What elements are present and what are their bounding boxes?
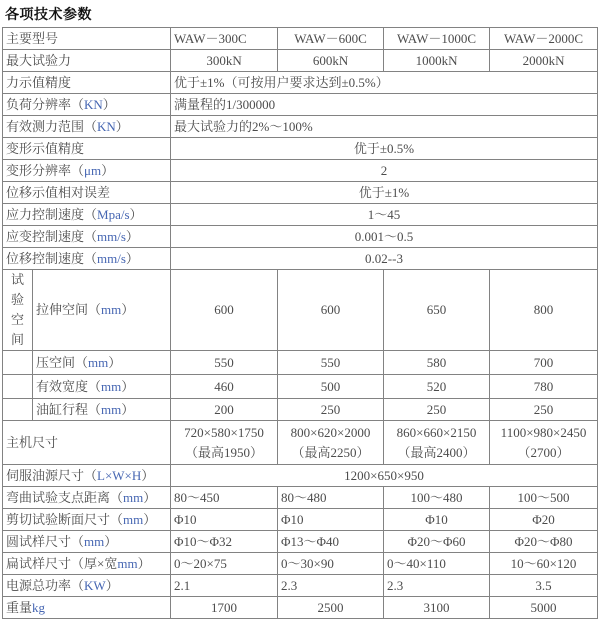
row-total-power-value-0: 2.1 (171, 575, 278, 597)
row-effective-force-range (3, 116, 598, 138)
label-suffix: ） (121, 401, 135, 417)
label-suffix: ） (143, 489, 157, 505)
row-shear-section-size (3, 509, 598, 531)
narrow-spacer-cell (3, 351, 33, 375)
row-strain-control-rate-value-0: 0.001～0.5 (171, 226, 598, 248)
row-tension-space-value-1: 600 (278, 270, 384, 351)
row-compression-space-value-1: 550 (278, 351, 384, 375)
row-main-model (3, 28, 598, 50)
label-prefix: 位移示值相对误差 (6, 184, 111, 200)
row-compression-space-label (33, 351, 171, 375)
row-shear-section-size-value-1: Φ10 (278, 509, 384, 531)
row-round-specimen-size-value-1: Φ13～Φ40 (278, 531, 384, 553)
row-piston-stroke-value-3: 250 (490, 399, 598, 421)
row-load-resolution-value-0: 满量程的1/300000 (171, 94, 598, 116)
label-suffix: ） (143, 511, 157, 527)
row-effective-width-value-0: 460 (171, 375, 278, 399)
row-stress-control-rate (3, 204, 598, 226)
row-deformation-accuracy-value-0: 优于±0.5% (171, 138, 598, 160)
value-line: 720×580×1750 (184, 424, 264, 440)
row-total-power-value-1: 2.3 (278, 575, 384, 597)
label-unit: KN (84, 96, 103, 112)
vertical-label-char: 空 (10, 312, 24, 327)
row-weight-value-1: 2500 (278, 597, 384, 619)
row-strain-control-rate (3, 226, 598, 248)
row-bending-span-label (3, 487, 171, 509)
label-prefix: 位移控制速度（ (6, 250, 98, 266)
label-prefix: 油缸行程（ (36, 401, 102, 417)
row-weight-value-3: 5000 (490, 597, 598, 619)
row-main-model-value-1: WAW－600C (278, 28, 384, 50)
label-suffix: ） (129, 206, 143, 222)
label-prefix: 主机尺寸 (6, 434, 59, 450)
row-round-specimen-size-value-0: Φ10～Φ32 (171, 531, 278, 553)
label-suffix: ） (137, 555, 151, 571)
row-bending-span-value-3: 100～500 (490, 487, 598, 509)
label-prefix: 压空间（ (36, 354, 89, 370)
row-main-machine-size-value-1 (278, 421, 384, 465)
label-prefix: 有效宽度（ (36, 378, 102, 394)
vertical-label-char: 试 (10, 272, 24, 287)
specs-table-body (3, 28, 598, 619)
label-suffix: ） (121, 378, 135, 394)
row-main-machine-size-label (3, 421, 171, 465)
row-force-accuracy-label (3, 72, 171, 94)
row-main-machine-size-value-3 (490, 421, 598, 465)
row-compression-space-value-0: 550 (171, 351, 278, 375)
row-compression-space-value-3: 700 (490, 351, 598, 375)
row-effective-width-value-3: 780 (490, 375, 598, 399)
label-suffix: ） (121, 302, 135, 317)
label-prefix: 伺服油源尺寸（ (6, 467, 98, 483)
row-max-test-force-value-2: 1000kN (384, 50, 490, 72)
label-suffix: ） (105, 577, 119, 593)
label-suffix: ） (141, 467, 155, 483)
label-suffix: ） (101, 162, 115, 178)
narrow-spacer-cell (3, 375, 33, 399)
vertical-label-char: 验 (10, 292, 24, 307)
value-line: （2700） (517, 444, 570, 460)
vertical-label-char: 间 (10, 332, 24, 347)
label-prefix: 负荷分辨率（ (6, 96, 85, 112)
label-unit: mm/s (97, 228, 126, 244)
label-unit: mm (123, 511, 144, 527)
label-prefix: 主要型号 (6, 30, 59, 46)
label-prefix: 弯曲试验支点距离（ (6, 489, 124, 505)
label-unit: KN (97, 118, 116, 134)
label-suffix: ） (125, 228, 139, 244)
label-suffix: ） (125, 250, 139, 266)
label-prefix: 变形分辨率（ (6, 162, 85, 178)
row-round-specimen-size-value-3: Φ20～Φ80 (490, 531, 598, 553)
row-tension-space-label (33, 270, 171, 351)
value-line: （最高2400） (397, 444, 476, 460)
label-prefix: 变形示值精度 (6, 140, 85, 156)
row-servo-oil-source-size (3, 465, 598, 487)
label-prefix: 扁试样尺寸（厚×宽 (6, 555, 118, 571)
label-unit: L×W×H (97, 467, 142, 483)
row-max-test-force-value-3: 2000kN (490, 50, 598, 72)
row-shear-section-size-value-2: Φ10 (384, 509, 490, 531)
row-servo-oil-source-size-value-0: 1200×650×950 (171, 465, 598, 487)
row-piston-stroke-value-0: 200 (171, 399, 278, 421)
value-line: （最高1950） (185, 444, 264, 460)
label-prefix: 应变控制速度（ (6, 228, 98, 244)
label-prefix: 圆试样尺寸（ (6, 533, 85, 549)
row-max-test-force-value-0: 300kN (171, 50, 278, 72)
row-tension-space-value-3: 800 (490, 270, 598, 351)
label-unit: mm (123, 489, 144, 505)
row-effective-force-range-value-0: 最大试验力的2%～100% (171, 116, 598, 138)
row-displacement-control-rate (3, 248, 598, 270)
row-main-machine-size-value-2 (384, 421, 490, 465)
label-unit: kg (32, 599, 46, 615)
row-deformation-resolution-label (3, 160, 171, 182)
narrow-spacer-cell (3, 399, 33, 421)
label-prefix: 应力控制速度（ (6, 206, 98, 222)
row-main-machine-size-value-0 (171, 421, 278, 465)
page-title: 各项技术参数 (5, 8, 92, 23)
row-shear-section-size-value-0: Φ10 (171, 509, 278, 531)
row-flat-specimen-size-value-1: 0～30×90 (278, 553, 384, 575)
label-prefix: 力示值精度 (6, 74, 72, 90)
row-weight (3, 597, 598, 619)
row-tension-space (3, 270, 598, 351)
row-flat-specimen-size-value-3: 10～60×120 (490, 553, 598, 575)
row-piston-stroke-label (33, 399, 171, 421)
row-total-power-value-3: 3.5 (490, 575, 598, 597)
label-suffix: ） (102, 96, 116, 112)
row-flat-specimen-size-label (3, 553, 171, 575)
label-unit: mm (84, 533, 105, 549)
row-displacement-error-label (3, 182, 171, 204)
row-round-specimen-size-label (3, 531, 171, 553)
label-prefix: 拉伸空间（ (36, 302, 102, 317)
row-force-accuracy-value-0: 优于±1%（可按用户要求达到±0.5%） (171, 72, 598, 94)
label-unit: mm (101, 401, 122, 417)
row-piston-stroke (3, 399, 598, 421)
label-suffix: ） (115, 118, 129, 134)
row-deformation-accuracy (3, 138, 598, 160)
value-line: （最高2250） (291, 444, 370, 460)
row-effective-width-value-1: 500 (278, 375, 384, 399)
row-piston-stroke-value-2: 250 (384, 399, 490, 421)
row-bending-span-value-0: 80～450 (171, 487, 278, 509)
row-main-model-label (3, 28, 171, 50)
label-suffix: ） (108, 354, 122, 370)
row-displacement-control-rate-value-0: 0.02--3 (171, 248, 598, 270)
test-space-vertical-label (3, 270, 33, 351)
row-displacement-error (3, 182, 598, 204)
label-unit: mm (88, 354, 109, 370)
row-displacement-control-rate-label (3, 248, 171, 270)
label-prefix: 电源总功率（ (6, 577, 85, 593)
row-bending-span (3, 487, 598, 509)
row-flat-specimen-size (3, 553, 598, 575)
row-servo-oil-source-size-label (3, 465, 171, 487)
row-round-specimen-size (3, 531, 598, 553)
row-load-resolution (3, 94, 598, 116)
row-weight-value-2: 3100 (384, 597, 490, 619)
label-suffix: ） (104, 533, 118, 549)
row-effective-width-value-2: 520 (384, 375, 490, 399)
label-unit: μm (84, 162, 102, 178)
row-stress-control-rate-label (3, 204, 171, 226)
row-deformation-resolution-value-0: 2 (171, 160, 598, 182)
row-weight-value-0: 1700 (171, 597, 278, 619)
row-deformation-accuracy-label (3, 138, 171, 160)
label-prefix: 有效测力范围（ (6, 118, 98, 134)
row-displacement-error-value-0: 优于±1% (171, 182, 598, 204)
row-main-machine-size (3, 421, 598, 465)
row-max-test-force-label (3, 50, 171, 72)
row-deformation-resolution (3, 160, 598, 182)
row-shear-section-size-label (3, 509, 171, 531)
label-unit: Mpa/s (97, 206, 130, 222)
row-shear-section-size-value-3: Φ20 (490, 509, 598, 531)
row-force-accuracy (3, 72, 598, 94)
row-tension-space-value-2: 650 (384, 270, 490, 351)
row-main-model-value-0: WAW－300C (171, 28, 278, 50)
row-compression-space-value-2: 580 (384, 351, 490, 375)
row-weight-label (3, 597, 171, 619)
label-unit: mm (117, 555, 138, 571)
label-unit: mm/s (97, 250, 126, 266)
row-effective-width-label (33, 375, 171, 399)
row-stress-control-rate-value-0: 1～45 (171, 204, 598, 226)
label-unit: mm (101, 378, 122, 394)
row-bending-span-value-2: 100～480 (384, 487, 490, 509)
value-line: 1100×980×2450 (500, 424, 587, 440)
value-line: 860×660×2150 (396, 424, 477, 440)
row-total-power-value-2: 2.3 (384, 575, 490, 597)
row-tension-space-value-0: 600 (171, 270, 278, 351)
label-prefix: 剪切试验断面尺寸（ (6, 511, 124, 527)
row-flat-specimen-size-value-0: 0～20×75 (171, 553, 278, 575)
label-prefix: 重量 (6, 599, 33, 615)
row-main-model-value-3: WAW－2000C (490, 28, 598, 50)
row-max-test-force (3, 50, 598, 72)
row-round-specimen-size-value-2: Φ20～Φ60 (384, 531, 490, 553)
label-unit: KW (84, 577, 106, 593)
row-max-test-force-value-1: 600kN (278, 50, 384, 72)
row-total-power-label (3, 575, 171, 597)
row-strain-control-rate-label (3, 226, 171, 248)
label-prefix: 最大试验力 (6, 52, 72, 68)
row-piston-stroke-value-1: 250 (278, 399, 384, 421)
label-unit: mm (101, 302, 122, 317)
row-flat-specimen-size-value-2: 0～40×110 (384, 553, 490, 575)
row-total-power (3, 575, 598, 597)
row-load-resolution-label (3, 94, 171, 116)
row-bending-span-value-1: 80～480 (278, 487, 384, 509)
row-effective-force-range-label (3, 116, 171, 138)
value-line: 800×620×2000 (290, 424, 371, 440)
specs-table (2, 27, 598, 619)
row-effective-width (3, 375, 598, 399)
row-compression-space (3, 351, 598, 375)
row-main-model-value-2: WAW－1000C (384, 28, 490, 50)
